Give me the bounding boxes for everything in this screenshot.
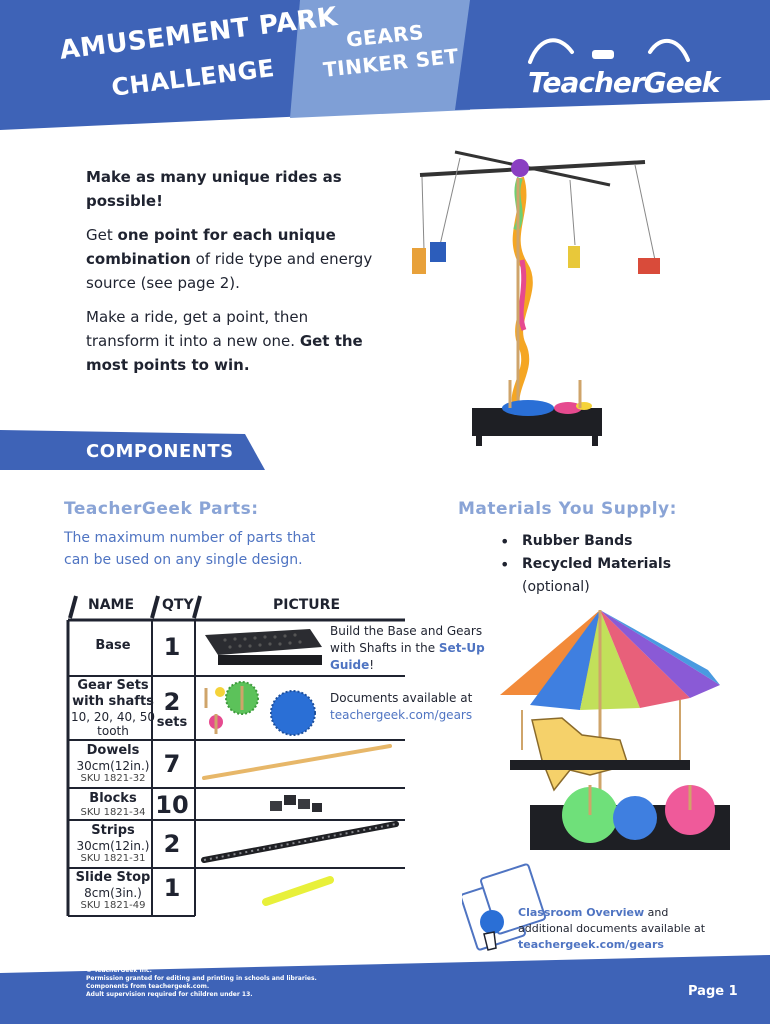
kit-name-line1: GEARS (345, 19, 425, 52)
materials-list (500, 530, 671, 599)
parts-description: The maximum number of parts that can be used on any single design. (64, 530, 316, 568)
setup-guide-link[interactable]: Set-Up Guide (330, 641, 485, 672)
qty-value: 2 (163, 688, 181, 716)
page-title-line1: AMUSEMENT PARK (58, 1, 340, 66)
qty-value: 10 (155, 791, 189, 819)
qty-unit: sets (156, 715, 188, 730)
qty-value: 1 (163, 633, 181, 661)
table-row: Base (95, 638, 131, 653)
gear-set-image (198, 678, 328, 738)
blocks-image (266, 791, 326, 817)
strip-image (200, 818, 400, 866)
intro-scoring: Get one point for each unique combination of ride type and energy source (see page 2). (86, 226, 373, 292)
intro-goal: Make as many unique rides as possible! (86, 168, 342, 210)
column-header-name: NAME (88, 597, 135, 613)
swing-ride-photo (400, 140, 690, 460)
table-row: Gear Sets with shafts 10, 20, 40, 50 tooth (71, 678, 155, 738)
classroom-overview-link[interactable]: Classroom Overview (518, 906, 645, 919)
components-heading: COMPONENTS (86, 441, 234, 462)
qty-value: 2 (163, 830, 181, 858)
qty-value: 7 (163, 750, 181, 778)
list-item: • Rubber Bands (500, 530, 671, 553)
intro-instructions: Make a ride, get a point, then transform it into a new one. Get the most points to win. (86, 308, 363, 374)
setup-note: Build the Base and Gears with Shafts in the Set-Up Guide! (330, 624, 485, 672)
classroom-url-link[interactable]: teachergeek.com/gears (518, 938, 664, 951)
table-row: Slide Stop 8cm(3in.) SKU 1821-49 (75, 870, 151, 911)
carousel-ride-photo (470, 600, 730, 880)
page-title-line2: CHALLENGE (110, 54, 277, 102)
copyright-text: © TeacherGeek Inc. Permission granted for editing and printing in schools and libraries. Components from teachergeek.com. Adult supervision required for children under 13. (86, 967, 317, 998)
dowel-image (200, 742, 395, 782)
column-header-qty: QTY (162, 597, 194, 613)
classroom-overview-note: Classroom Overview and additional documents available at teachergeek.com/gears (518, 906, 706, 951)
column-header-picture: PICTURE (273, 597, 341, 613)
base-part-image (200, 625, 325, 670)
page-number: Page 1 (688, 984, 738, 999)
intro-text (86, 165, 376, 387)
table-row: Blocks SKU 1821-34 (80, 791, 146, 818)
docs-link[interactable]: teachergeek.com/gears (330, 708, 473, 722)
list-item: • Recycled Materials (optional) (500, 553, 671, 599)
table-row: Strips 30cm(12in.) SKU 1821-31 (76, 823, 150, 864)
parts-heading: TeacherGeek Parts: (64, 499, 259, 519)
kit-name-line2: TINKER SET (322, 43, 460, 82)
table-row: Dowels 30cm(12in.) SKU 1821-32 (76, 743, 150, 784)
slide-stop-image (258, 872, 338, 908)
qty-value: 1 (163, 874, 181, 902)
brand-logo-text: TeacherGeek (528, 66, 720, 99)
documents-note: Documents available at teachergeek.com/gears (330, 691, 473, 722)
materials-heading: Materials You Supply: (458, 499, 677, 519)
